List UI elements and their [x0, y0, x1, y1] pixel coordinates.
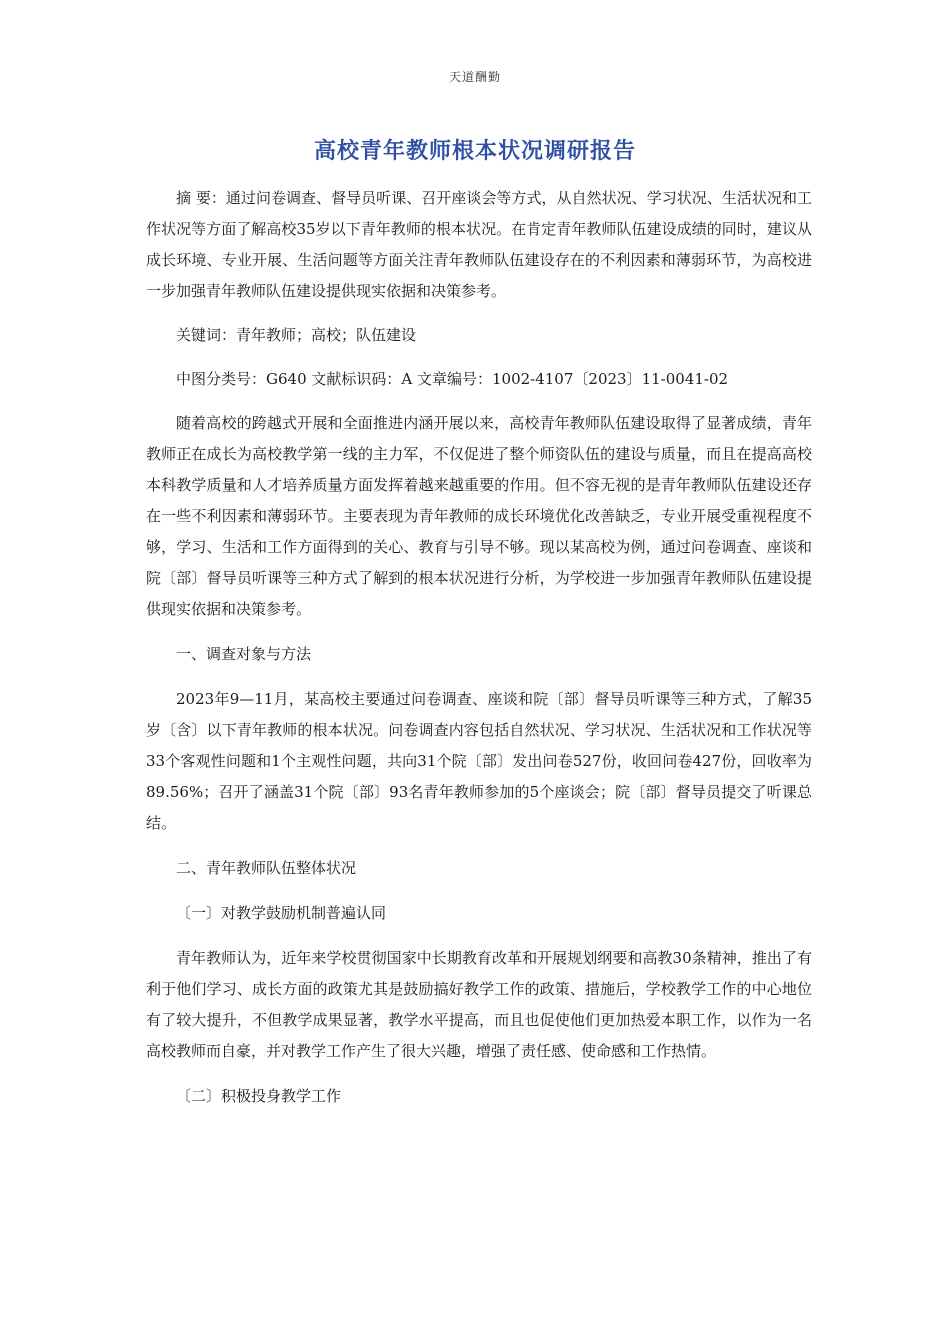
document-body	[146, 183, 812, 1112]
running-head: 天道酬勤	[448, 70, 501, 84]
section-heading-2: 二、青年教师队伍整体状况	[176, 859, 357, 877]
section-1-paragraph: 2023年9—11月，某高校主要通过问卷调查、座谈和院〔部〕督导员听课等三种方式，了解35岁〔含〕以下青年教师的根本状况。问卷调查内容包括自然状况、学习状况、生活状况和工作状况等33个客观性问题和1个主观性问题，共向31个院〔部〕发出问卷527份，收回问卷427份，回收率为89.56%；召开了涵盖31个院〔部〕93名青年教师参加的5个座谈会；院〔部〕督导员提交了听课总结。	[146, 690, 812, 832]
keywords-line: 关键词：青年教师；高校；队伍建设	[176, 326, 417, 344]
section-heading-1: 一、调查对象与方法	[176, 645, 312, 663]
document-title: 高校青年教师根本状况调研报告	[313, 139, 636, 164]
abstract-paragraph: 摘 要：通过问卷调查、督导员听课、召开座谈会等方式，从自然状况、学习状况、生活状况和工作状况等方面了解高校35岁以下青年教师的根本状况。在肯定青年教师队伍建设成绩的同时，建议从成长环境、专业开展、生活问题等方面关注青年教师队伍建设存在的不利因素和薄弱环节，为高校进一步加强青年教师队伍建设提供现实依据和决策参考。	[146, 189, 812, 300]
subsection-heading-1: 〔一〕对教学鼓励机制普遍认同	[176, 904, 387, 922]
classification-line: 中图分类号：G640 文献标识码：A 文章编号：1002-4107〔2023〕11-0041-02	[176, 370, 729, 388]
subsection-heading-2: 〔二〕积极投身教学工作	[176, 1087, 342, 1105]
subsection-1-paragraph: 青年教师认为，近年来学校贯彻国家中长期教育改革和开展规划纲要和高教30条精神，推出了有利于他们学习、成长方面的政策尤其是鼓励搞好教学工作的政策、措施后，学校教学工作的中心地位有了较大提升，不但教学成果显著，教学水平提高，而且也促使他们更加热爱本职工作，以作为一名高校教师而自豪，并对教学工作产生了很大兴趣，增强了责任感、使命感和工作热情。	[146, 949, 812, 1060]
intro-paragraph: 随着高校的跨越式开展和全面推进内涵开展以来，高校青年教师队伍建设取得了显著成绩，青年教师正在成长为高校教学第一线的主力军，不仅促进了整个师资队伍的建设与质量，而且在提高高校本科教学质量和人才培养质量方面发挥着越来越重要的作用。但不容无视的是青年教师队伍建设还存在一些不利因素和薄弱环节。主要表现为青年教师的成长环境优化改善缺乏，专业开展受重视程度不够，学习、生活和工作方面得到的关心、教育与引导不够。现以某高校为例，通过问卷调查、座谈和院〔部〕督导员听课等三种方式了解到的根本状况进行分析，为学校进一步加强青年教师队伍建设提供现实依据和决策参考。	[146, 414, 812, 618]
